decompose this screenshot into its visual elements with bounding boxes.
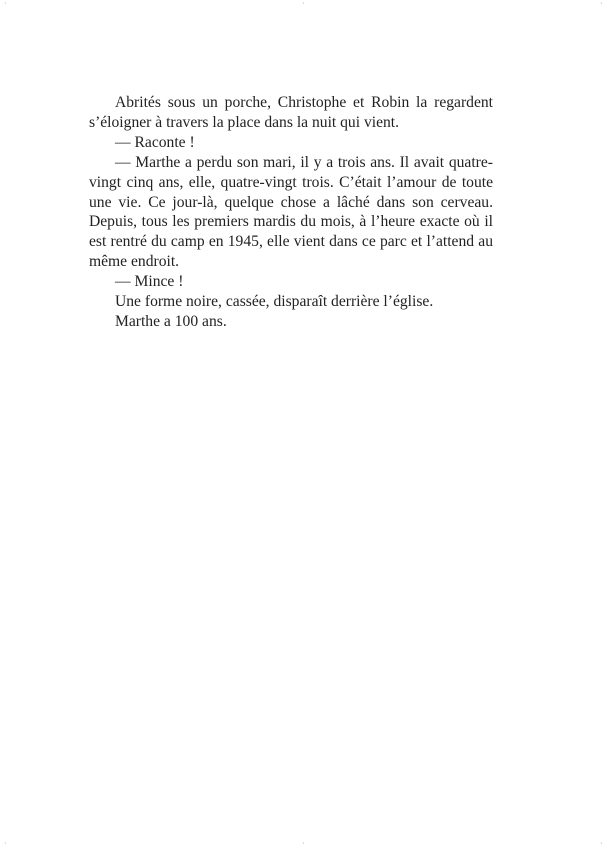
body-text bbox=[89, 93, 493, 332]
paragraph-narration: Marthe a 100 ans. bbox=[115, 312, 227, 330]
paragraph-dialogue: — Marthe a perdu son mari, il y a trois ans. Il avait quatre-vingt cinq ans, elle, quatre-vingt trois. C’était l’amour de toute une vie. Ce jour-là, quelque chose a lâché dans son cerveau. Depuis, tous les premiers mardis du mois, à l’heure exacte où il est rentré du camp en 1945, elle vient dans ce parc et l’attend au même endroit. bbox=[89, 153, 493, 271]
crop-mark-top-center: · bbox=[302, 0, 305, 8]
paragraph-dialogue: — Raconte ! bbox=[115, 133, 195, 151]
crop-mark-bottom-left: · bbox=[4, 839, 7, 848]
paragraph-dialogue: — Mince ! bbox=[115, 273, 184, 291]
crop-mark-bottom-right: · bbox=[600, 839, 603, 848]
crop-mark-bottom-center: · bbox=[302, 839, 305, 848]
paragraph-narration: Une forme noire, cassée, disparaît derrière l’église. bbox=[115, 293, 434, 311]
crop-mark-top-right: · bbox=[600, 0, 603, 8]
paragraph-narration: Abrités sous un porche, Christophe et Robin la regardent s’éloigner à travers la place dans la nuit qui vient. bbox=[89, 94, 493, 131]
crop-mark-top-left: · bbox=[4, 0, 7, 8]
